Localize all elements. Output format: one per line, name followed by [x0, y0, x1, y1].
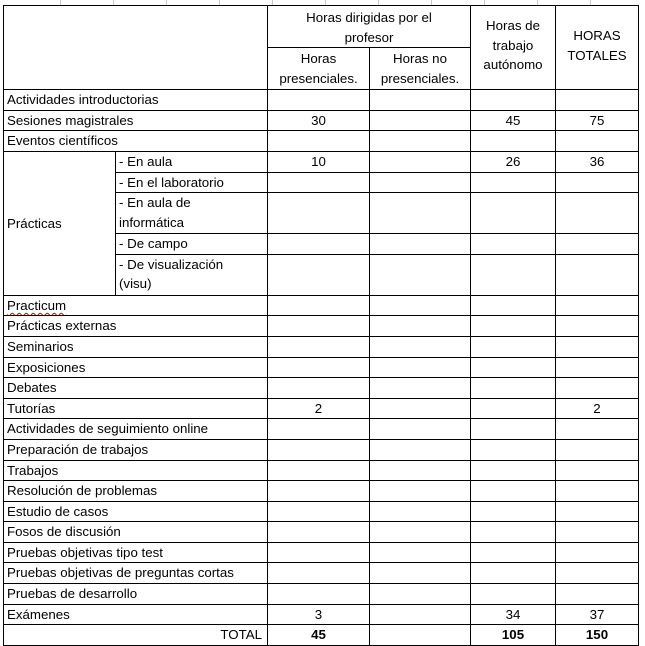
row-label: Actividades de seguimiento online — [4, 419, 268, 440]
header-blank-cell — [4, 6, 268, 90]
table-row — [4, 501, 639, 522]
cell-autonomous — [471, 584, 556, 605]
cell-autonomous — [471, 90, 556, 111]
table-row — [4, 336, 639, 357]
practicas-sub-label: - En el laboratorio — [116, 172, 268, 193]
row-label: Debates — [4, 378, 268, 399]
cell-total — [556, 90, 639, 111]
cell-total — [556, 439, 639, 460]
cell-non-presential — [370, 295, 471, 316]
row-label: Actividades introductorias — [4, 90, 268, 111]
cell-presential — [268, 563, 370, 584]
cell-total — [556, 172, 639, 193]
cell-autonomous — [471, 254, 556, 295]
cell-total — [556, 254, 639, 295]
cell-total: 2 — [556, 398, 639, 419]
cell-non-presential — [370, 110, 471, 131]
table-row — [4, 460, 639, 481]
cell-presential — [268, 357, 370, 378]
cell-autonomous — [471, 131, 556, 152]
table-row — [4, 522, 639, 543]
cell-presential: 30 — [268, 110, 370, 131]
cell-non-presential — [370, 316, 471, 337]
row-label: Sesiones magistrales — [4, 110, 268, 131]
row-label: Resolución de problemas — [4, 481, 268, 502]
cell-total — [556, 131, 639, 152]
cell-presential — [268, 481, 370, 502]
cell-autonomous — [471, 398, 556, 419]
cell-autonomous: 45 — [471, 110, 556, 131]
table-row — [4, 419, 639, 440]
cell-non-presential — [370, 481, 471, 502]
row-label: Tutorías — [4, 398, 268, 419]
cell-autonomous — [471, 378, 556, 399]
header-totals: HORAS TOTALES — [556, 6, 639, 90]
row-label: Trabajos — [4, 460, 268, 481]
header-row-1 — [4, 6, 639, 48]
cell-non-presential — [370, 254, 471, 295]
practicas-sub-label: - En aula — [116, 151, 268, 172]
row-label: Estudio de casos — [4, 501, 268, 522]
cell-non-presential — [370, 193, 471, 234]
cell-total — [556, 336, 639, 357]
practicum-label: Practicum — [7, 297, 67, 313]
cell-autonomous — [471, 460, 556, 481]
cell-autonomous — [471, 234, 556, 255]
table-row — [4, 357, 639, 378]
cell-presential — [268, 254, 370, 295]
cell-autonomous — [471, 419, 556, 440]
practicas-sub-label: - De campo — [116, 234, 268, 255]
cell-total — [556, 542, 639, 563]
cell-autonomous — [471, 316, 556, 337]
cell-autonomous — [471, 295, 556, 316]
cell-autonomous — [471, 542, 556, 563]
cell-non-presential — [370, 522, 471, 543]
cell-non-presential — [370, 234, 471, 255]
cell-presential: 3 — [268, 604, 370, 625]
cell-presential — [268, 316, 370, 337]
table-row — [4, 398, 639, 419]
cell-non-presential — [370, 501, 471, 522]
cell-non-presential — [370, 151, 471, 172]
cell-total — [556, 419, 639, 440]
cell-presential — [268, 172, 370, 193]
row-label: Prácticas externas — [4, 316, 268, 337]
cell-autonomous — [471, 357, 556, 378]
row-label: Preparación de trabajos — [4, 439, 268, 460]
row-label: Fosos de discusión — [4, 522, 268, 543]
total-total: 150 — [556, 625, 639, 646]
cell-total — [556, 501, 639, 522]
cell-total: 36 — [556, 151, 639, 172]
cell-total — [556, 481, 639, 502]
cell-total — [556, 193, 639, 234]
cell-total — [556, 357, 639, 378]
cell-autonomous — [471, 501, 556, 522]
practicas-label: Prácticas — [4, 151, 116, 295]
cell-non-presential — [370, 439, 471, 460]
cell-non-presential — [370, 336, 471, 357]
header-non-presential: Horas no presenciales. — [370, 48, 471, 90]
cell-presential — [268, 542, 370, 563]
table-row — [4, 110, 639, 131]
table-row — [4, 378, 639, 399]
practicas-row — [4, 151, 639, 172]
cell-non-presential — [370, 460, 471, 481]
table-row — [4, 481, 639, 502]
cell-presential — [268, 90, 370, 111]
cell-non-presential — [370, 131, 471, 152]
cell-autonomous — [471, 563, 556, 584]
table-row — [4, 604, 639, 625]
cell-presential — [268, 460, 370, 481]
cell-autonomous — [471, 193, 556, 234]
table-row — [4, 542, 639, 563]
practicas-sub-label: - En aula de informática — [116, 193, 268, 234]
cell-presential — [268, 439, 370, 460]
cell-presential — [268, 234, 370, 255]
cell-autonomous — [471, 439, 556, 460]
total-presential: 45 — [268, 625, 370, 646]
cell-autonomous: 34 — [471, 604, 556, 625]
cell-total — [556, 522, 639, 543]
cell-presential — [268, 501, 370, 522]
table-row — [4, 563, 639, 584]
total-label: TOTAL — [4, 625, 268, 646]
cell-total — [556, 460, 639, 481]
total-row — [4, 625, 639, 646]
cell-autonomous — [471, 522, 556, 543]
row-label: Pruebas de desarrollo — [4, 584, 268, 605]
cell-non-presential — [370, 563, 471, 584]
cell-non-presential — [370, 357, 471, 378]
total-autonomous: 105 — [471, 625, 556, 646]
practicas-sub-label: - De visualización (visu) — [116, 254, 268, 295]
row-label: Exposiciones — [4, 357, 268, 378]
cell-presential — [268, 131, 370, 152]
cell-non-presential — [370, 604, 471, 625]
cell-presential: 10 — [268, 151, 370, 172]
cell-non-presential — [370, 398, 471, 419]
cell-non-presential — [370, 419, 471, 440]
header-presential: Horas presenciales. — [268, 48, 370, 90]
cell-presential — [268, 419, 370, 440]
cell-presential — [268, 336, 370, 357]
header-directed-group: Horas dirigidas por el profesor — [268, 6, 471, 48]
row-label: Pruebas objetivas tipo test — [4, 542, 268, 563]
row-label: Exámenes — [4, 604, 268, 625]
row-label: Eventos científicos — [4, 131, 268, 152]
table-row — [4, 439, 639, 460]
cell-non-presential — [370, 542, 471, 563]
cell-non-presential — [370, 172, 471, 193]
cell-autonomous — [471, 172, 556, 193]
cell-presential — [268, 193, 370, 234]
cell-autonomous: 26 — [471, 151, 556, 172]
cell-total — [556, 378, 639, 399]
cell-total — [556, 316, 639, 337]
cell-presential — [268, 378, 370, 399]
table-row — [4, 295, 639, 316]
cell-non-presential — [370, 90, 471, 111]
table-row — [4, 584, 639, 605]
row-label — [4, 295, 268, 316]
cell-total — [556, 295, 639, 316]
cell-total: 37 — [556, 604, 639, 625]
table-row — [4, 131, 639, 152]
cell-total — [556, 563, 639, 584]
cell-presential — [268, 522, 370, 543]
cell-total — [556, 584, 639, 605]
header-autonomous: Horas de trabajo autónomo — [471, 6, 556, 90]
cell-non-presential — [370, 378, 471, 399]
cell-total — [556, 234, 639, 255]
table-row — [4, 316, 639, 337]
cell-total: 75 — [556, 110, 639, 131]
cell-autonomous — [471, 481, 556, 502]
cell-presential: 2 — [268, 398, 370, 419]
cell-presential — [268, 295, 370, 316]
row-label: Pruebas objetivas de preguntas cortas — [4, 563, 268, 584]
cell-autonomous — [471, 336, 556, 357]
cell-presential — [268, 584, 370, 605]
cell-non-presential — [370, 584, 471, 605]
hours-table — [3, 5, 639, 646]
total-non-presential — [370, 625, 471, 646]
row-label: Seminarios — [4, 336, 268, 357]
table-row — [4, 90, 639, 111]
